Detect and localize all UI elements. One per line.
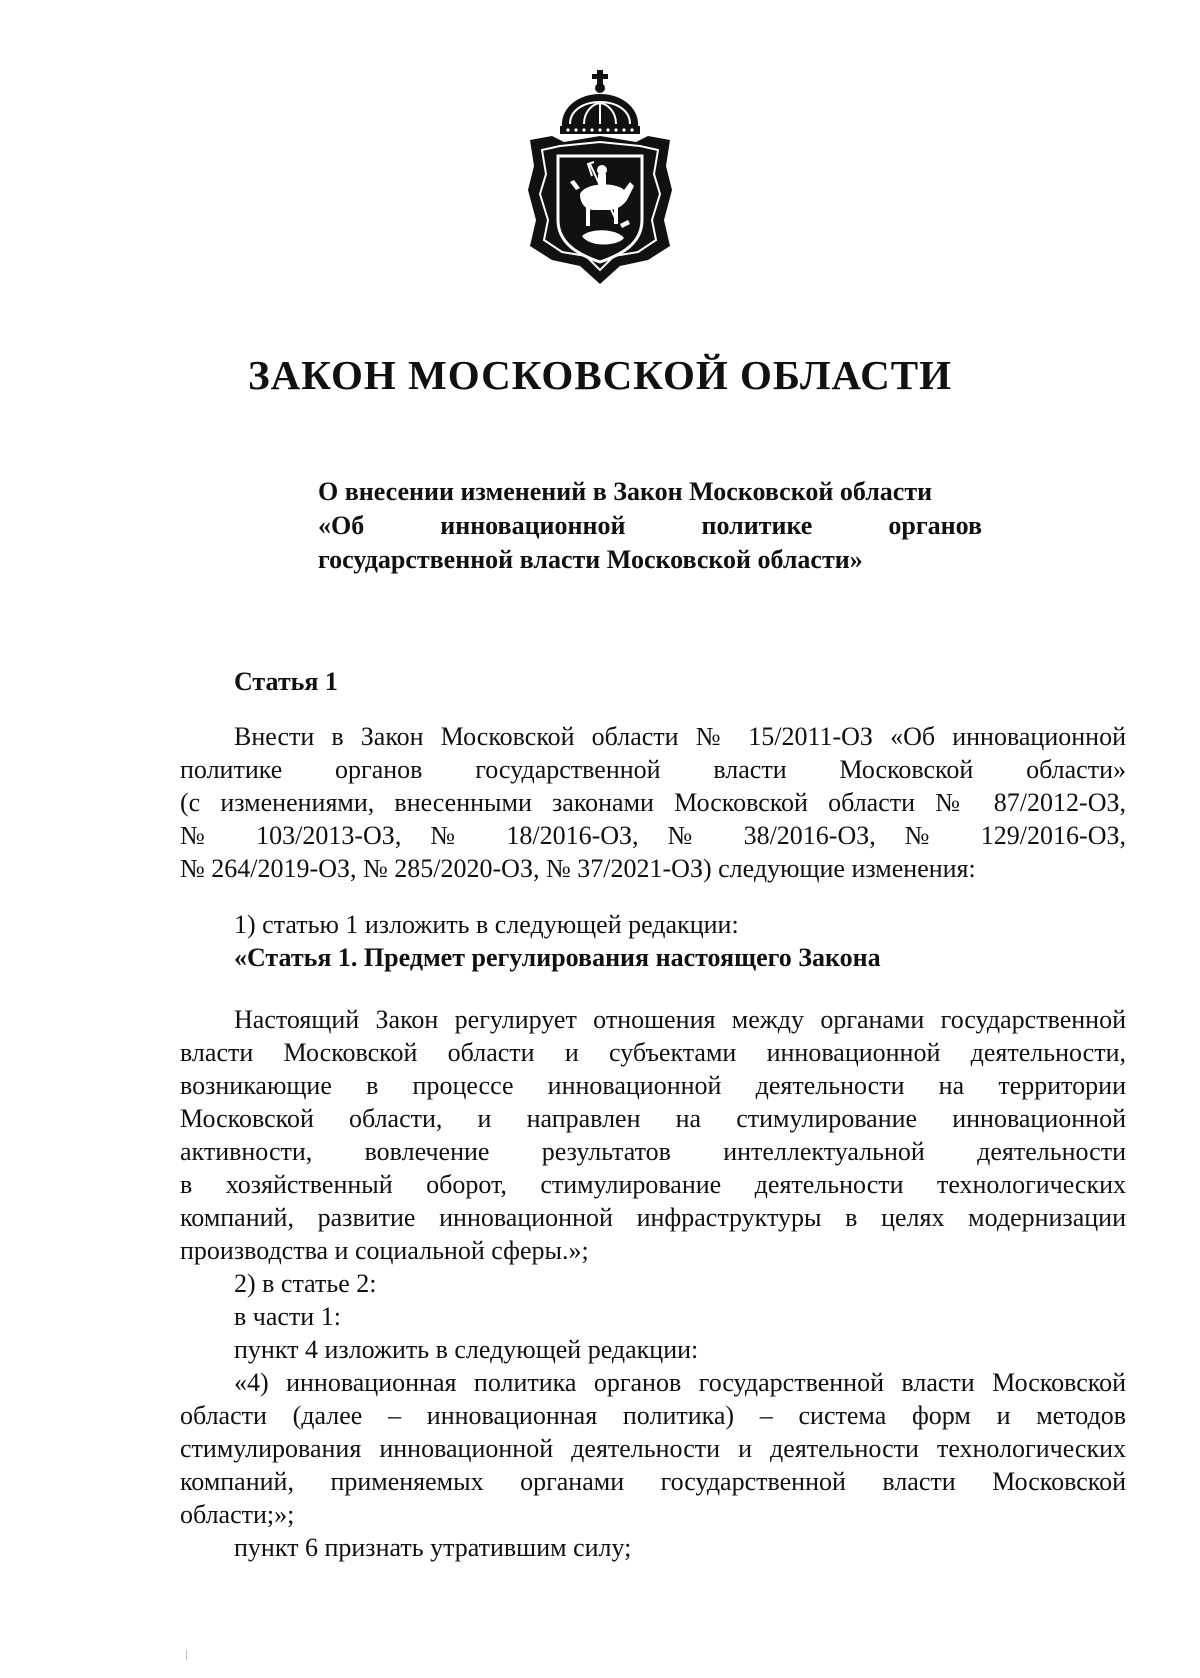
text-line: политике органов государственной власти Московской области»: [180, 755, 1126, 784]
text-line: компаний, применяемых органами государственной власти Московской: [180, 1467, 1126, 1496]
text-line: № 103/2013-ОЗ, № 18/2016-ОЗ, № 38/2016-ОЗ, № 129/2016-ОЗ,: [180, 821, 1126, 850]
item-1-intro: 1) статью 1 изложить в следующей редакции:: [234, 910, 739, 939]
text-line: в хозяйственный оборот, стимулирование деятельности технологических: [180, 1170, 1126, 1199]
text-line: стимулирования инновационной деятельности и деятельности технологических: [180, 1434, 1126, 1463]
text-line: производства и социальной сферы.»;: [180, 1236, 589, 1265]
text-line: возникающие в процессе инновационной деятельности на территории: [180, 1071, 1126, 1100]
law-title: ЗАКОН МОСКОВСКОЙ ОБЛАСТИ: [248, 352, 952, 398]
text-line: «4) инновационная политика органов государственной власти Московской: [234, 1368, 1126, 1397]
part-1-intro: в части 1:: [234, 1302, 341, 1331]
text-line: активности, вовлечение результатов интеллектуальной деятельности: [180, 1137, 1126, 1166]
item-1-paragraph: [180, 1003, 1126, 1564]
law-subject: [318, 475, 982, 577]
subject-line: «Об инновационной политике органов: [318, 511, 982, 540]
text-line: компаний, развитие инновационной инфраструктуры в целях модернизации: [180, 1203, 1126, 1232]
item-1-block: [180, 908, 1126, 974]
text-line: Московской области, и направлен на стимулирование инновационной: [180, 1104, 1126, 1133]
text-line: области (далее – инновационная политика) – система форм и методов: [180, 1401, 1126, 1430]
text-line: области;»;: [180, 1500, 295, 1529]
point-4-intro: пункт 4 изложить в следующей редакции:: [234, 1335, 699, 1364]
article-intro-paragraph: [180, 720, 1126, 885]
text-line: власти Московской области и субъектами инновационной деятельности,: [180, 1038, 1126, 1067]
text-line: (с изменениями, внесенными законами Московской области № 87/2012-ОЗ,: [180, 788, 1126, 817]
item-2-intro: 2) в статье 2:: [234, 1269, 377, 1298]
subject-line: государственной власти Московской области»: [318, 545, 863, 574]
point-6-text: пункт 6 признать утратившим силу;: [234, 1533, 632, 1562]
subject-line: О внесении изменений в Закон Московской области: [318, 477, 933, 506]
text-line: № 264/2019-ОЗ, № 285/2020-ОЗ, № 37/2021-ОЗ) следующие изменения:: [180, 854, 976, 883]
scan-artifact: [186, 1650, 187, 1660]
text-line: Настоящий Закон регулирует отношения между органами государственной: [234, 1005, 1126, 1034]
article-heading: Статья 1: [234, 667, 338, 696]
text-line: Внести в Закон Московской области № 15/2011-ОЗ «Об инновационной: [234, 722, 1126, 751]
coat-of-arms-icon: [520, 70, 680, 285]
item-1-heading: «Статья 1. Предмет регулирования настоящего Закона: [234, 943, 881, 972]
